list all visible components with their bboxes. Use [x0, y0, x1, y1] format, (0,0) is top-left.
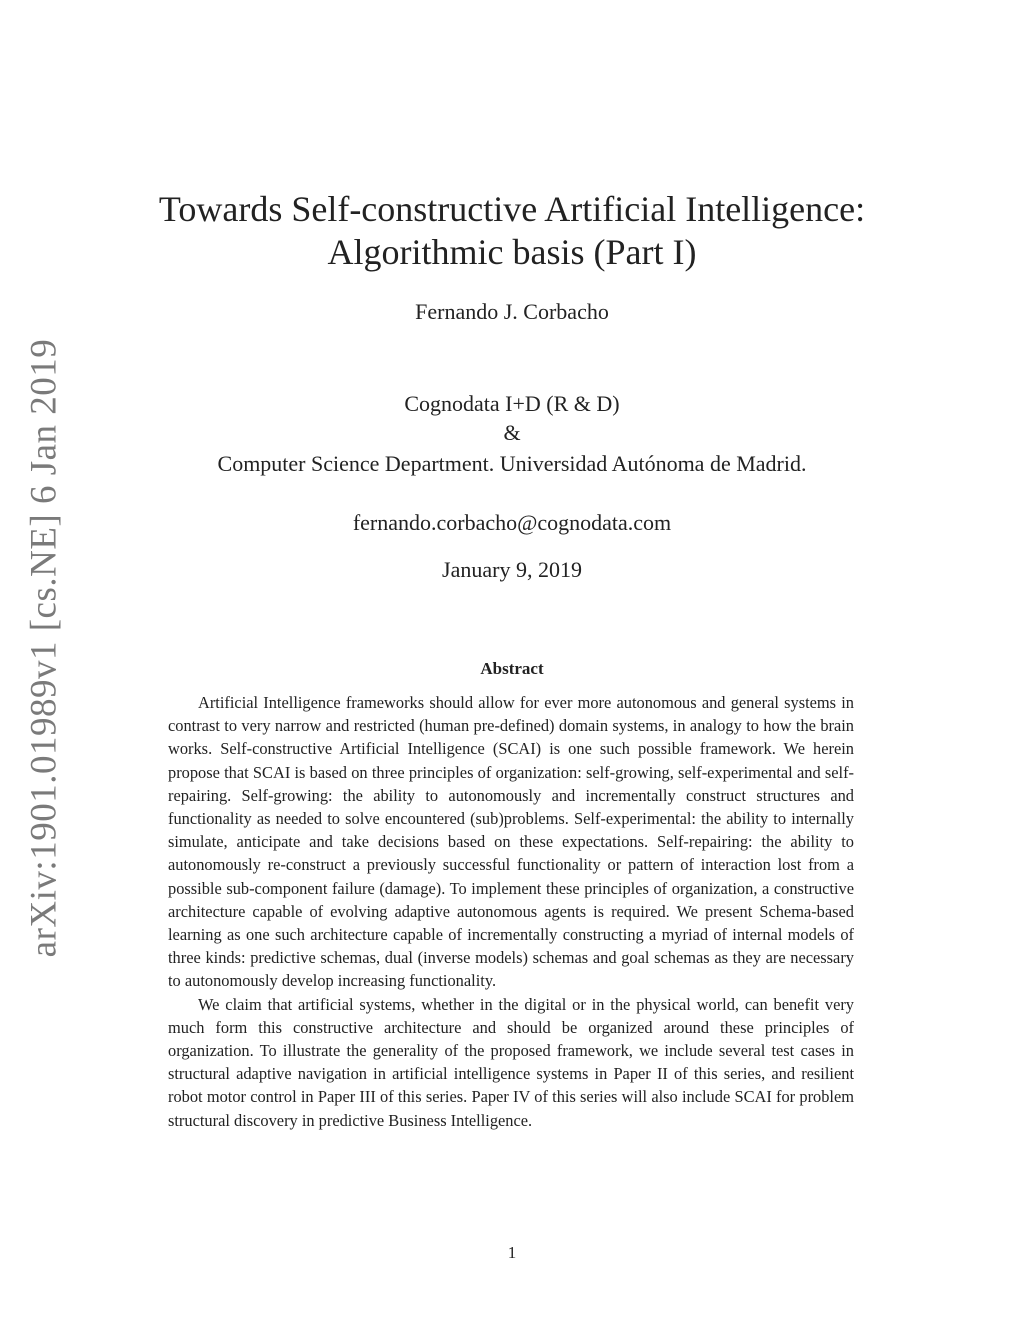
author-name: Fernando J. Corbacho	[415, 299, 609, 324]
affiliation-line1: Cognodata I+D (R & D)	[404, 391, 620, 416]
arxiv-identifier-stamp: arXiv:1901.01989v1 [cs.NE] 6 Jan 2019	[23, 338, 65, 958]
abstract-body	[168, 691, 854, 1132]
affiliation-ampersand: &	[503, 420, 521, 445]
paper-title	[0, 188, 1024, 274]
paper-title-line2: Algorithmic basis (Part I)	[327, 232, 697, 272]
affiliation-line2: Computer Science Department. Universidad Autónoma de Madrid.	[217, 451, 807, 476]
page-number: 1	[507, 1243, 517, 1262]
author-email: fernando.corbacho@cognodata.com	[352, 510, 672, 535]
publication-date: January 9, 2019	[442, 557, 582, 582]
abstract-paragraph-2: We claim that artificial systems, whether in the digital or in the physical world, can benefit very much form this constructive architecture and should be organized around these principles of organization. To illustrate the generality of the proposed framework, we include several test cases in structural adaptive navigation in artificial intelligence systems in Paper II of this series, and resilient robot motor control in Paper III of this series. Paper IV of this series will also include SCAI for problem structural discovery in predictive Business Intelligence.	[168, 994, 854, 1130]
paper-title-line1: Towards Self-constructive Artificial Intelligence:	[158, 189, 866, 229]
abstract-heading: Abstract	[480, 659, 544, 678]
abstract-paragraph-1: Artificial Intelligence frameworks should allow for ever more autonomous and general systems in contrast to very narrow and restricted (human pre-defined) domain systems, in analogy to how the brain works. Self-constructive Artificial Intelligence (SCAI) is one such possible framework. We herein propose that SCAI is based on three principles of organization: self-growing, self-experimental and self-repairing. Self-growing: the ability to autonomously and incrementally construct structures and functionality as needed to solve encountered (sub)problems. Self-experimental: the ability to internally simulate, anticipate and take decisions based on these expectations. Self-repairing: the ability to autonomously re-construct a previously successful functionality or pattern of interaction lost from a possible sub-component failure (damage). To implement these principles of organization, a constructive architecture capable of evolving adaptive autonomous agents is required. We present Schema-based learning as one such architecture capable of incrementally constructing a myriad of internal models of three kinds: predictive schemas, dual (inverse models) schemas and goal schemas as they are necessary to autonomously develop increasing functionality.	[168, 693, 854, 991]
